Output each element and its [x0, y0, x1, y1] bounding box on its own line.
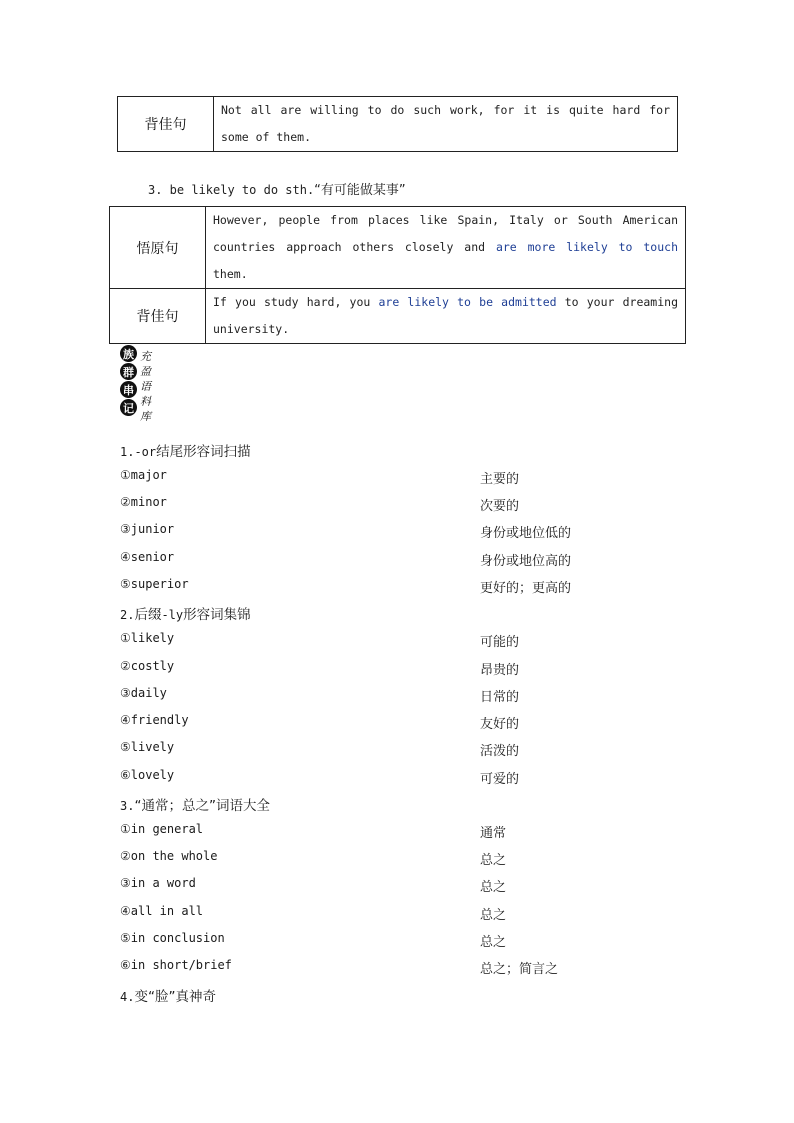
vocab-row: [120, 768, 680, 790]
item-number: ②: [120, 495, 131, 509]
section-suffix: -ly: [161, 608, 184, 622]
section-4-heading: [120, 985, 216, 1005]
section-number: 4.: [120, 990, 135, 1004]
vocab-meaning: 日常的: [480, 690, 520, 705]
vocab-meaning: 总之: [480, 880, 507, 895]
vocab-meaning: 通常: [480, 826, 507, 841]
section-number: 1.: [120, 445, 135, 459]
item-number: ④: [120, 550, 131, 564]
example-table-1: [117, 96, 678, 152]
logo-char: 充: [140, 350, 151, 363]
vocab-word: all in all: [130, 904, 204, 918]
sentence-text: However, people from places like Spain, Italy or South American countries approach others closely and: [213, 213, 678, 254]
vocab-row: [120, 931, 680, 953]
vocab-row: [120, 577, 680, 599]
vocab-meaning: 总之；简言之: [480, 962, 559, 977]
table1-label: 背佳句: [118, 97, 214, 152]
vocab-word: likely: [130, 631, 175, 645]
highlighted-phrase: are likely to be admitted: [378, 295, 557, 309]
vocab-meaning: 主要的: [480, 472, 520, 487]
item-number: ③: [120, 876, 131, 890]
vocab-meaning: 身份或地位低的: [480, 526, 572, 541]
vocab-word: superior: [130, 577, 189, 591]
vocab-meaning: 更好的；更高的: [480, 581, 572, 596]
vocab-row: [120, 631, 680, 653]
vocab-word: in conclusion: [130, 931, 225, 945]
logo-circle: 记: [120, 399, 137, 416]
vocab-row: [120, 495, 680, 517]
vocab-word: lively: [130, 740, 175, 754]
vocab-row: [120, 550, 680, 572]
vocab-meaning: 总之: [480, 935, 507, 950]
vocab-row: [120, 904, 680, 926]
point-3-meaning: “有可能做某事”: [314, 183, 406, 198]
section-number: 3.: [120, 799, 135, 813]
vocab-word: minor: [130, 495, 167, 509]
table2-row2-label: 背佳句: [110, 289, 206, 344]
item-number: ⑤: [120, 931, 131, 945]
item-number: ②: [120, 849, 131, 863]
vocab-row: [120, 822, 680, 844]
highlighted-phrase: are more likely to touch: [495, 240, 678, 254]
vocab-word: junior: [130, 522, 175, 536]
vocab-word: in general: [130, 822, 204, 836]
point-3-heading: [148, 179, 406, 198]
vocab-meaning: 友好的: [480, 717, 520, 732]
table2-row1-label: 悟原句: [110, 207, 206, 289]
vocab-meaning: 次要的: [480, 499, 520, 514]
section-number: 2.: [120, 608, 135, 622]
sentence-text: If you study hard, you: [213, 295, 379, 309]
item-number: ⑤: [120, 740, 131, 754]
section-title: 变“脸”真神奇: [134, 989, 216, 1005]
example-table-2: [109, 206, 686, 344]
logo-circle: 族: [120, 345, 137, 362]
vocab-word: costly: [130, 659, 175, 673]
vocab-word: in a word: [130, 876, 196, 890]
section-1-heading: [120, 440, 251, 460]
section-2-heading: [120, 603, 251, 623]
sentence-text: to your dreaming university.: [213, 295, 679, 336]
item-number: ①: [120, 468, 131, 482]
item-number: ①: [120, 631, 131, 645]
section-title: “通常；总之”词语大全: [134, 798, 270, 814]
logo-char: 库: [140, 410, 151, 423]
vocab-row: [120, 876, 680, 898]
sentence-text: them.: [213, 267, 248, 281]
vocab-meaning: 昂贵的: [480, 663, 520, 678]
vocab-row: [120, 686, 680, 708]
table2-row2-sentence: [206, 289, 686, 344]
vocab-word: on the whole: [130, 849, 218, 863]
vocab-meaning: 总之: [480, 908, 507, 923]
vocab-word: in short/brief: [130, 958, 232, 972]
vocab-word: major: [130, 468, 167, 482]
section-logo: [120, 345, 160, 431]
logo-side-text: [140, 349, 154, 424]
vocab-meaning: 可能的: [480, 635, 520, 650]
vocab-row: [120, 468, 680, 490]
logo-circle: 群: [120, 363, 137, 380]
vocab-meaning: 可爱的: [480, 772, 520, 787]
vocab-row: [120, 958, 680, 980]
item-number: ①: [120, 822, 131, 836]
item-number: ③: [120, 686, 131, 700]
item-number: ⑥: [120, 958, 131, 972]
item-number: ④: [120, 713, 131, 727]
item-number: ⑥: [120, 768, 131, 782]
logo-circles: [120, 345, 137, 417]
vocab-meaning: 总之: [480, 853, 507, 868]
vocab-word: senior: [130, 550, 175, 564]
vocab-row: [120, 849, 680, 871]
vocab-row: [120, 713, 680, 735]
vocab-word: friendly: [130, 713, 189, 727]
vocab-word: lovely: [130, 768, 175, 782]
vocab-row: [120, 522, 680, 544]
vocab-meaning: 身份或地位高的: [480, 554, 572, 569]
section-suffix: -or: [134, 445, 157, 459]
table2-row1-sentence: [206, 207, 686, 289]
point-3-phrase: 3. be likely to do sth.: [148, 183, 315, 197]
section-3-heading: [120, 794, 270, 814]
item-number: ③: [120, 522, 131, 536]
section-title: 后缀: [134, 607, 162, 623]
logo-char: 料: [140, 395, 151, 408]
vocab-row: [120, 740, 680, 762]
logo-char: 语: [140, 380, 151, 393]
section-title: 结尾形容词扫描: [156, 444, 251, 460]
item-number: ②: [120, 659, 131, 673]
table1-sentence: Not all are willing to do such work, for it is quite hard for some of them.: [214, 97, 678, 152]
item-number: ⑤: [120, 577, 131, 591]
logo-circle: 串: [120, 381, 137, 398]
item-number: ④: [120, 904, 131, 918]
vocab-meaning: 活泼的: [480, 744, 520, 759]
vocab-row: [120, 659, 680, 681]
section-title: 形容词集锦: [183, 607, 251, 623]
vocab-word: daily: [130, 686, 167, 700]
logo-char: 盈: [140, 365, 151, 378]
